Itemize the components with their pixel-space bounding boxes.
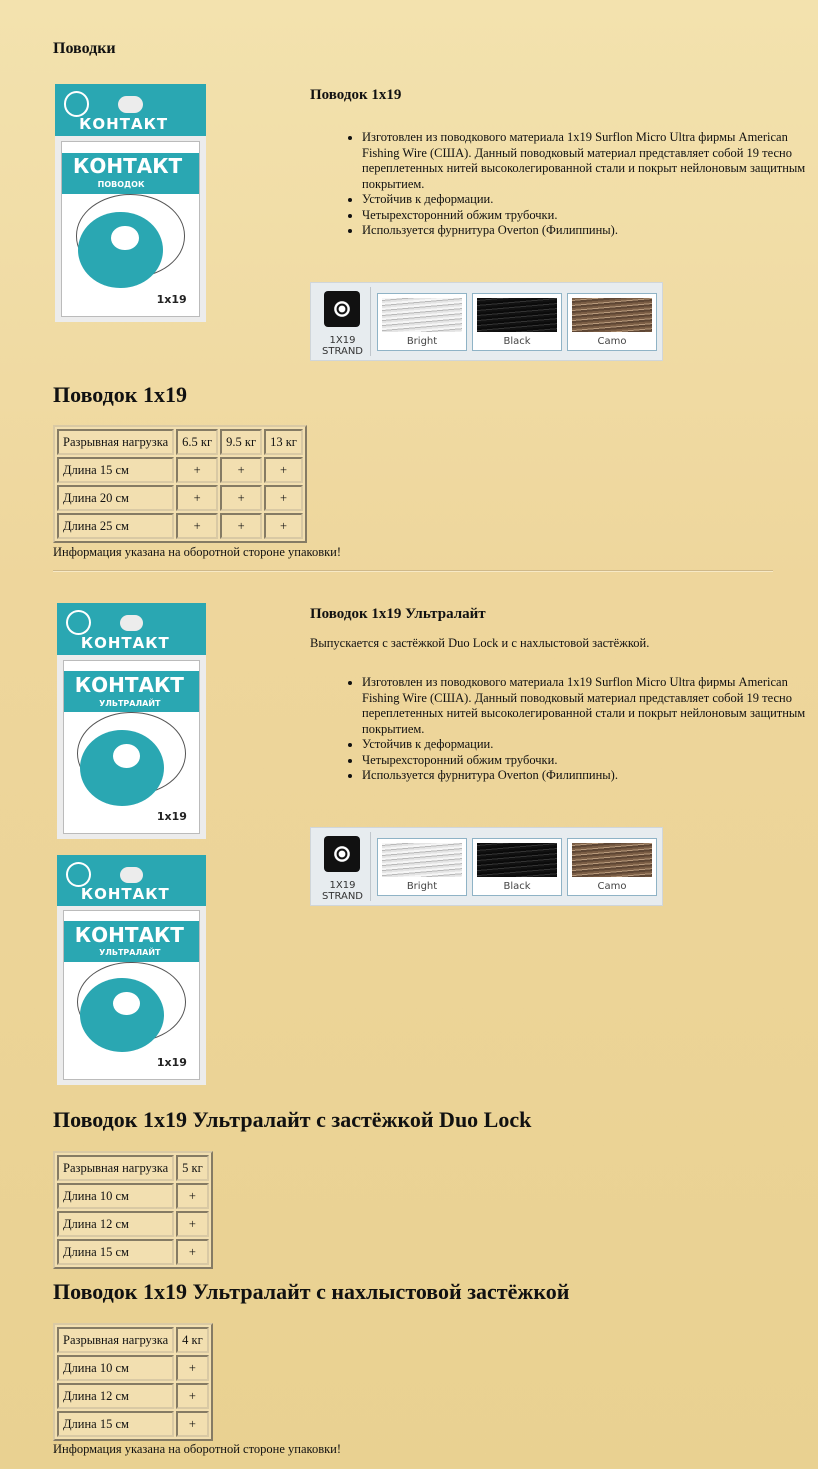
strand-badge: 1X19 STRAND <box>315 287 371 356</box>
table-title: Поводок 1x19 Ультралайт с нахлыстовой застёжкой <box>53 1279 570 1304</box>
table-row: Длина 12 см + <box>57 1211 209 1237</box>
table-row: Длина 25 см + + + <box>57 513 303 539</box>
feature-item: • Четырехсторонний обжим трубочки. <box>362 753 818 769</box>
table-row: Разрывная нагрузка 6.5 кг 9.5 кг 13 кг <box>57 429 303 455</box>
feature-item: • Устойчив к деформации. <box>362 737 818 753</box>
spec-table <box>53 1323 213 1441</box>
table-row: Длина 20 см + + + <box>57 485 303 511</box>
note-text: Информация указана на оборотной стороне упаковки! <box>53 545 342 559</box>
product-image-leader-1x19: КОНТАКТ КОНТАКТ ПОВОДОК 1x19 <box>55 84 206 322</box>
feature-item: • Четырехсторонний обжим трубочки. <box>362 208 818 224</box>
table-row: Разрывная нагрузка 4 кг <box>57 1327 209 1353</box>
swatch-camo: Camo <box>567 838 657 896</box>
product-title: Поводок 1x19 <box>310 87 402 103</box>
spec-table <box>53 1151 213 1269</box>
strand-cross-section-icon <box>324 291 360 327</box>
table-row: Разрывная нагрузка 5 кг <box>57 1155 209 1181</box>
divider <box>53 570 773 572</box>
feature-item: • Устойчив к деформации. <box>362 192 818 208</box>
feature-list <box>310 130 818 239</box>
note-text: Информация указана на оборотной стороне упаковки! <box>53 1442 342 1456</box>
table-row: Длина 15 см + <box>57 1411 209 1437</box>
feature-item: • Используется фурнитура Overton (Филиппины). <box>362 768 818 784</box>
spec-table <box>53 425 307 543</box>
table-row: Длина 15 см + <box>57 1239 209 1265</box>
strand-badge: 1X19 STRAND <box>315 832 371 901</box>
table-row: Длина 10 см + <box>57 1183 209 1209</box>
table-title: Поводок 1x19 <box>53 382 187 407</box>
product-intro: Выпускается с застёжкой Duo Lock и с нахлыстовой застёжкой. <box>310 636 650 650</box>
feature-list <box>310 675 818 784</box>
product-image-ultralight-duolock: КОНТАКТ КОНТАКТ УЛЬТРАЛАЙТ 1x19 <box>57 603 206 839</box>
swatch-bright: Bright <box>377 838 467 896</box>
table-row: Длина 12 см + <box>57 1383 209 1409</box>
table-row: Длина 10 см + <box>57 1355 209 1381</box>
strand-cross-section-icon <box>324 836 360 872</box>
feature-item: • Изготовлен из поводкового материала 1x19 Surflon Micro Ultra фирмы American Fishing Wire (США). Данный поводковый материал представляет собой 19 тесно переплетенных нитей высоколегированной стали и покрыт нейлоновым защитным покрытием. <box>362 130 818 192</box>
feature-item: • Изготовлен из поводкового материала 1x19 Surflon Micro Ultra фирмы American Fishing Wire (США). Данный поводковый материал представляет собой 19 тесно переплетенных нитей высоколегированной стали и покрыт нейлоновым защитным покрытием. <box>362 675 818 737</box>
page-title: Поводки <box>53 40 116 57</box>
swatch-black: Black <box>472 293 562 351</box>
feature-item: • Используется фурнитура Overton (Филиппины). <box>362 223 818 239</box>
swatch-camo: Camo <box>567 293 657 351</box>
table-row: Длина 15 см + + + <box>57 457 303 483</box>
swatch-bright: Bright <box>377 293 467 351</box>
product-image-ultralight-flyfishing: КОНТАКТ КОНТАКТ УЛЬТРАЛАЙТ 1x19 <box>57 855 206 1085</box>
strand-color-chart <box>310 827 663 906</box>
strand-color-chart <box>310 282 663 361</box>
table-title: Поводок 1x19 Ультралайт с застёжкой Duo Lock <box>53 1107 532 1132</box>
product-title: Поводок 1x19 Ультралайт <box>310 606 486 622</box>
swatch-black: Black <box>472 838 562 896</box>
